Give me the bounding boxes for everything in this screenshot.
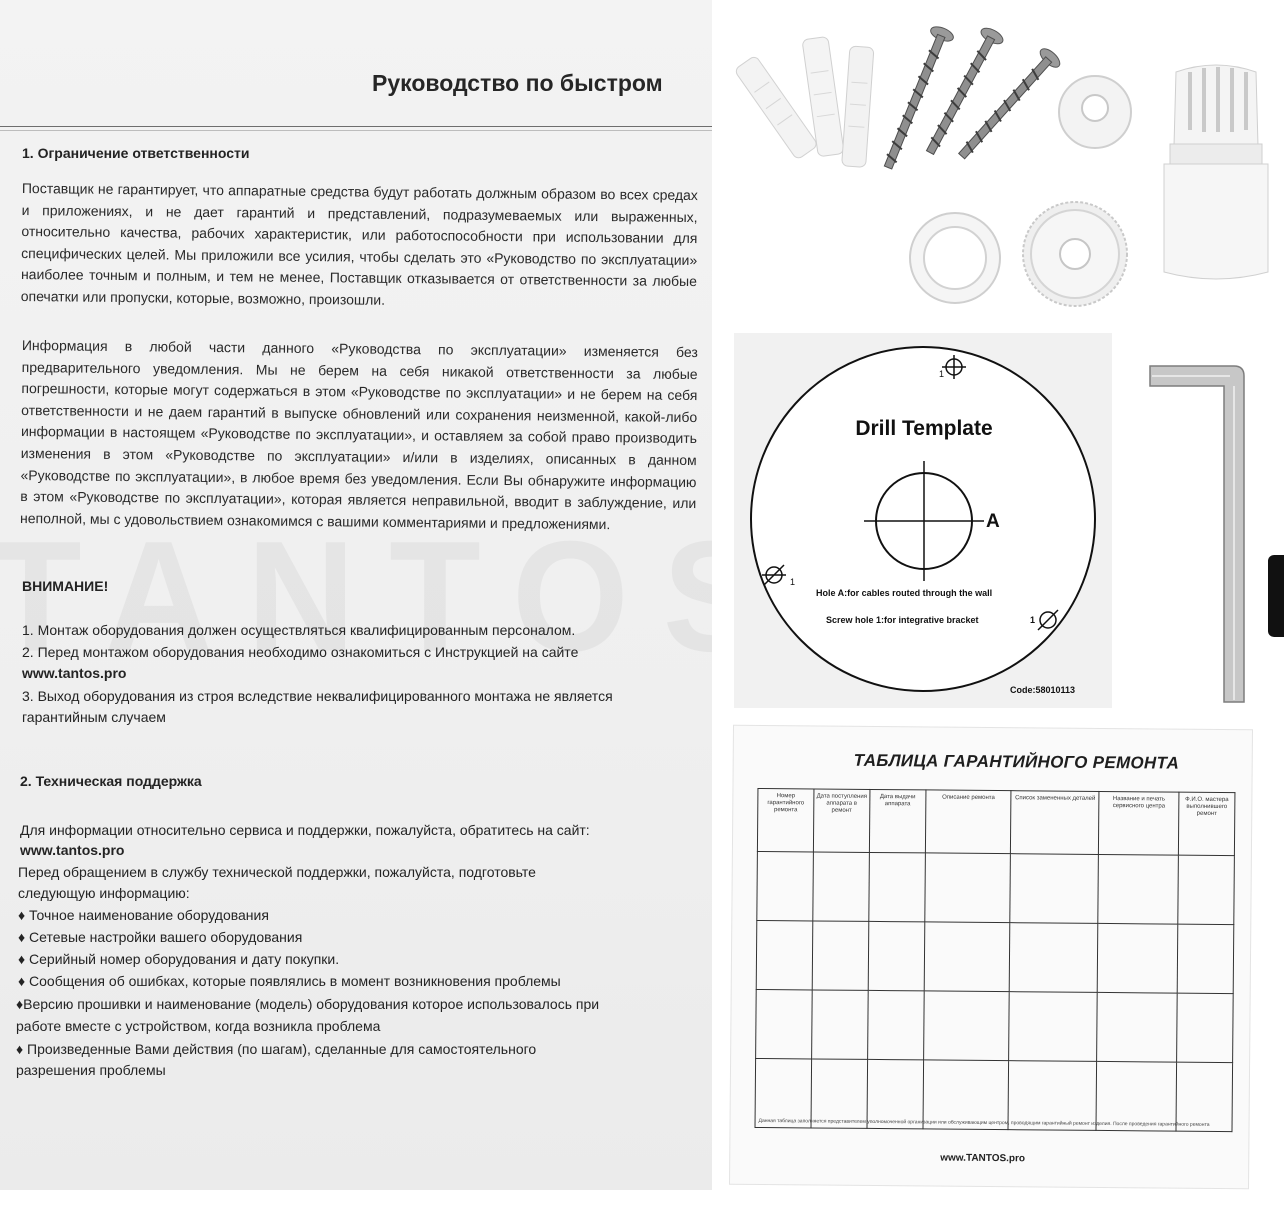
title-rule-secondary (0, 130, 712, 131)
bullet-3: ♦ Серийный номер оборудования и дату покупки. (18, 951, 340, 967)
wall-anchors (720, 30, 900, 190)
warranty-table-header (757, 788, 1235, 855)
bullet-5b: работе вместе с устройством, когда возникла проблема (16, 1018, 381, 1034)
drill-template-title: Drill Template (855, 417, 993, 440)
title-rule (0, 126, 712, 127)
warranty-table (754, 788, 1235, 1132)
bullet-5a: ♦Версию прошивки и наименование (модель) оборудования которое использовалось при (16, 996, 600, 1012)
bullet-2: ♦ Сетевые настройки вашего оборудования (18, 929, 303, 945)
col-date-returned: Дата выдачи аппарата (869, 789, 925, 852)
threaded-nut (1023, 202, 1127, 306)
template-code: Code:58010113 (1010, 685, 1076, 695)
screw-hole-number-right: 1 (1030, 615, 1036, 625)
hole-a-description: Hole A:for cables routed through the wall (816, 588, 993, 598)
warranty-note: Данная таблица заполняется представителем уполномоченной организации или обслуживающим центром, проводящим гарантийный ремонт изделия. После проведения гарантийного ремонта (758, 1117, 1210, 1128)
section1-heading: 1. Ограничение ответственности (22, 145, 250, 161)
flat-washer (910, 213, 1000, 303)
table-row (757, 851, 1235, 924)
screw-hole-description: Screw hole 1:for integrative bracket (826, 615, 979, 625)
drill-template (734, 333, 1112, 708)
col-repair-description: Описание ремонта (925, 790, 1011, 854)
support-line3: следующую информацию: (18, 885, 190, 901)
manual-title: Руководство по быстром (372, 70, 663, 96)
attention-site: www.tantos.pro (22, 665, 127, 681)
anchor-1 (734, 55, 818, 160)
attention-heading: ВНИМАНИЕ! (22, 578, 109, 594)
attention-line2: 2. Перед монтажом оборудования необходимо ознакомиться с Инструкцией на сайте (22, 644, 579, 660)
anchor-3 (842, 46, 874, 167)
screw-hole-number-top: 1 (939, 369, 945, 379)
hole-a-label: A (986, 511, 1000, 532)
cable-gland (1150, 60, 1282, 290)
table-row (756, 989, 1234, 1062)
support-line2: Перед обращением в службу технической поддержки, пожалуйста, подготовьте (18, 864, 536, 880)
col-service-center: Название и печать сервисного центра (1099, 791, 1179, 855)
edge-black-object (1268, 555, 1284, 637)
screw-hole-number-left: 1 (790, 577, 796, 587)
bullet-1: ♦ Точное наименование оборудования (18, 907, 269, 923)
attention-line3b: гарантийным случаем (22, 709, 166, 725)
support-line1: Для информации относительно сервиса и поддержки, пожалуйста, обратитесь на сайт: (20, 822, 590, 838)
attention-line1: 1. Монтаж оборудования должен осуществляться квалифицированным персоналом. (22, 622, 576, 638)
small-seal-ring (1059, 76, 1131, 148)
section1-paragraph2: Информация в любой части данного «Руководства по эксплуатации» изменяется без предварительного уведомления. Мы не берем на себя никакой ответственности за любые погрешности, которые могут содержаться в этом «Руководстве по эксплуатации» и не берем на себя ответственности и не даем гарантий в выпуске обновлений или сохранения неизменной, какой-либо информации в настоящем «Руководстве по эксплуатации», и оставляем за собой право производить изменения в этом «Руководстве по эксплуатации» и/или в изделиях, описанных в данном «Руководстве по эксплуатации», в любое время без уведомления. Если Вы обнаружите информацию в этом «Руководстве по эксплуатации», которая является неправильной, вводит в заблуждение, или неполной, мы с удовольствием ознакомимся с вашими комментариями и предложениями. (20, 336, 698, 532)
template-outer-circle (751, 347, 1095, 691)
support-site: www.tantos.pro (20, 842, 125, 858)
bullet-6b: разрешения проблемы (16, 1062, 166, 1078)
warranty-website: www.TANTOS.pro (940, 1152, 1026, 1165)
bullet-6a: ♦ Произведенные Вами действия (по шагам), сделанные для самостоятельного (16, 1041, 537, 1057)
warranty-card (729, 725, 1253, 1190)
warranty-title: ТАБЛИЦА ГАРАНТИЙНОГО РЕМОНТА (853, 750, 1180, 773)
col-date-received: Дата поступления аппарата в ремонт (813, 789, 869, 852)
col-repair-number: Номер гарантийного ремонта (757, 788, 813, 851)
section1-paragraph1: Поставщик не гарантирует, что аппаратные средства будут работать должным образом во всех средах и приложениях, и не дает гарантий и представлений, подразумеваемых или выраженных, относительно качества, рабочих характеристик, или работоспособности при использовании для специфических целей. Мы приложили все усилия, чтобы сделать это «Руководство по эксплуатации» наиболее точным и полным, и тем не менее, Поставщик отказывается от ответственности за любые опечатки или пропуски, которые, возможно, произошли. (20, 179, 698, 308)
col-technician-name: Ф.И.О. мастера выполнившего ремонт (1178, 792, 1235, 855)
hex-key-icon (1144, 360, 1254, 710)
section2-heading: 2. Техническая поддержка (20, 773, 202, 789)
sealing-rings (905, 70, 1145, 310)
bullet-4: ♦ Сообщения об ошибках, которые появлялись в момент возникновения проблемы (18, 973, 561, 989)
col-replaced-parts: Список замененных деталей (1011, 791, 1099, 855)
table-row (756, 920, 1234, 993)
attention-line3a: 3. Выход оборудования из строя вследствие неквалифицированного монтажа не является (22, 688, 613, 704)
